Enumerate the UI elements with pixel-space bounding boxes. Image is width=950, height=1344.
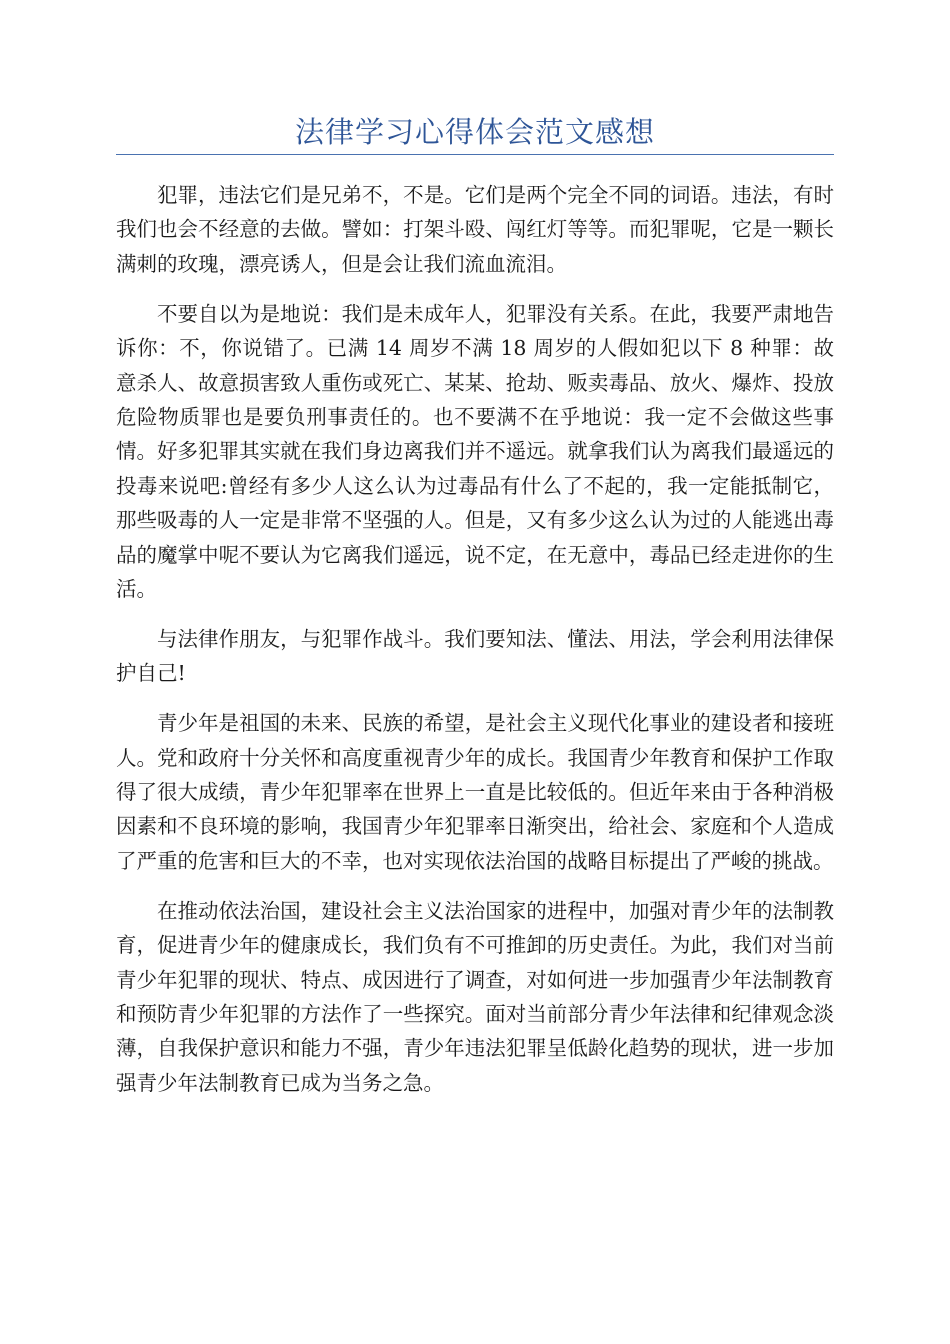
document-body bbox=[116, 178, 834, 1116]
paragraph-3: 与法律作朋友，与犯罪作战斗。我们要知法、懂法、用法，学会利用法律保护自己! bbox=[116, 626, 834, 686]
paragraph-4: 青少年是祖国的未来、民族的希望，是社会主义现代化事业的建设者和接班人。党和政府十分关怀和高度重视青少年的成长。我国青少年教育和保护工作取得了很大成绩，青少年犯罪率在世界上一直是比较低的。但近年来由于各种消极因素和不良环境的影响，我国青少年犯罪率日渐突出，给社会、家庭和个人造成了严重的危害和巨大的不幸，也对实现依法治国的战略目标提出了严峻的挑战。 bbox=[116, 711, 834, 873]
title-underline bbox=[116, 154, 834, 155]
paragraph-2: 不要自以为是地说：我们是未成年人，犯罪没有关系。在此，我要严肃地告诉你：不，你说错了。已满 14 周岁不满 18 周岁的人假如犯以下 8 种罪：故意杀人、故意损害致人重伤或死亡、某某、抢劫、贩卖毒品、放火、爆炸、投放危险物质罪也是要负刑事责任的。也不要满不在乎地说：我一定不会做这些事情。好多犯罪其实就在我们身边离我们并不遥远。就拿我们认为离我们最遥远的投毒来说吧:曾经有多少人这么认为过毒品有什么了不起的，我一定能抵制它，那些吸毒的人一定是非常不坚强的人。但是，又有多少这么认为过的人能逃出毒品的魔掌中呢不要认为它离我们遥远，说不定，在无意中，毒品已经走进你的生活。 bbox=[116, 301, 834, 601]
paragraph-5: 在推动依法治国，建设社会主义法治国家的进程中，加强对青少年的法制教育，促进青少年的健康成长，我们负有不可推卸的历史责任。为此，我们对当前青少年犯罪的现状、特点、成因进行了调查，对如何进一步加强青少年法制教育和预防青少年犯罪的方法作了一些探究。面对当前部分青少年法律和纪律观念淡薄，自我保护意识和能力不强，青少年违法犯罪呈低龄化趋势的现状，进一步加强青少年法制教育已成为当务之急。 bbox=[116, 898, 834, 1095]
page-title: 法律学习心得体会范文感想 bbox=[294, 115, 655, 149]
paragraph-1: 犯罪，违法它们是兄弟不，不是。它们是两个完全不同的词语。违法，有时我们也会不经意的去做。譬如：打架斗殴、闯红灯等等。而犯罪呢，它是一颗长满刺的玫瑰，漂亮诱人，但是会让我们流血流泪。 bbox=[116, 183, 834, 276]
